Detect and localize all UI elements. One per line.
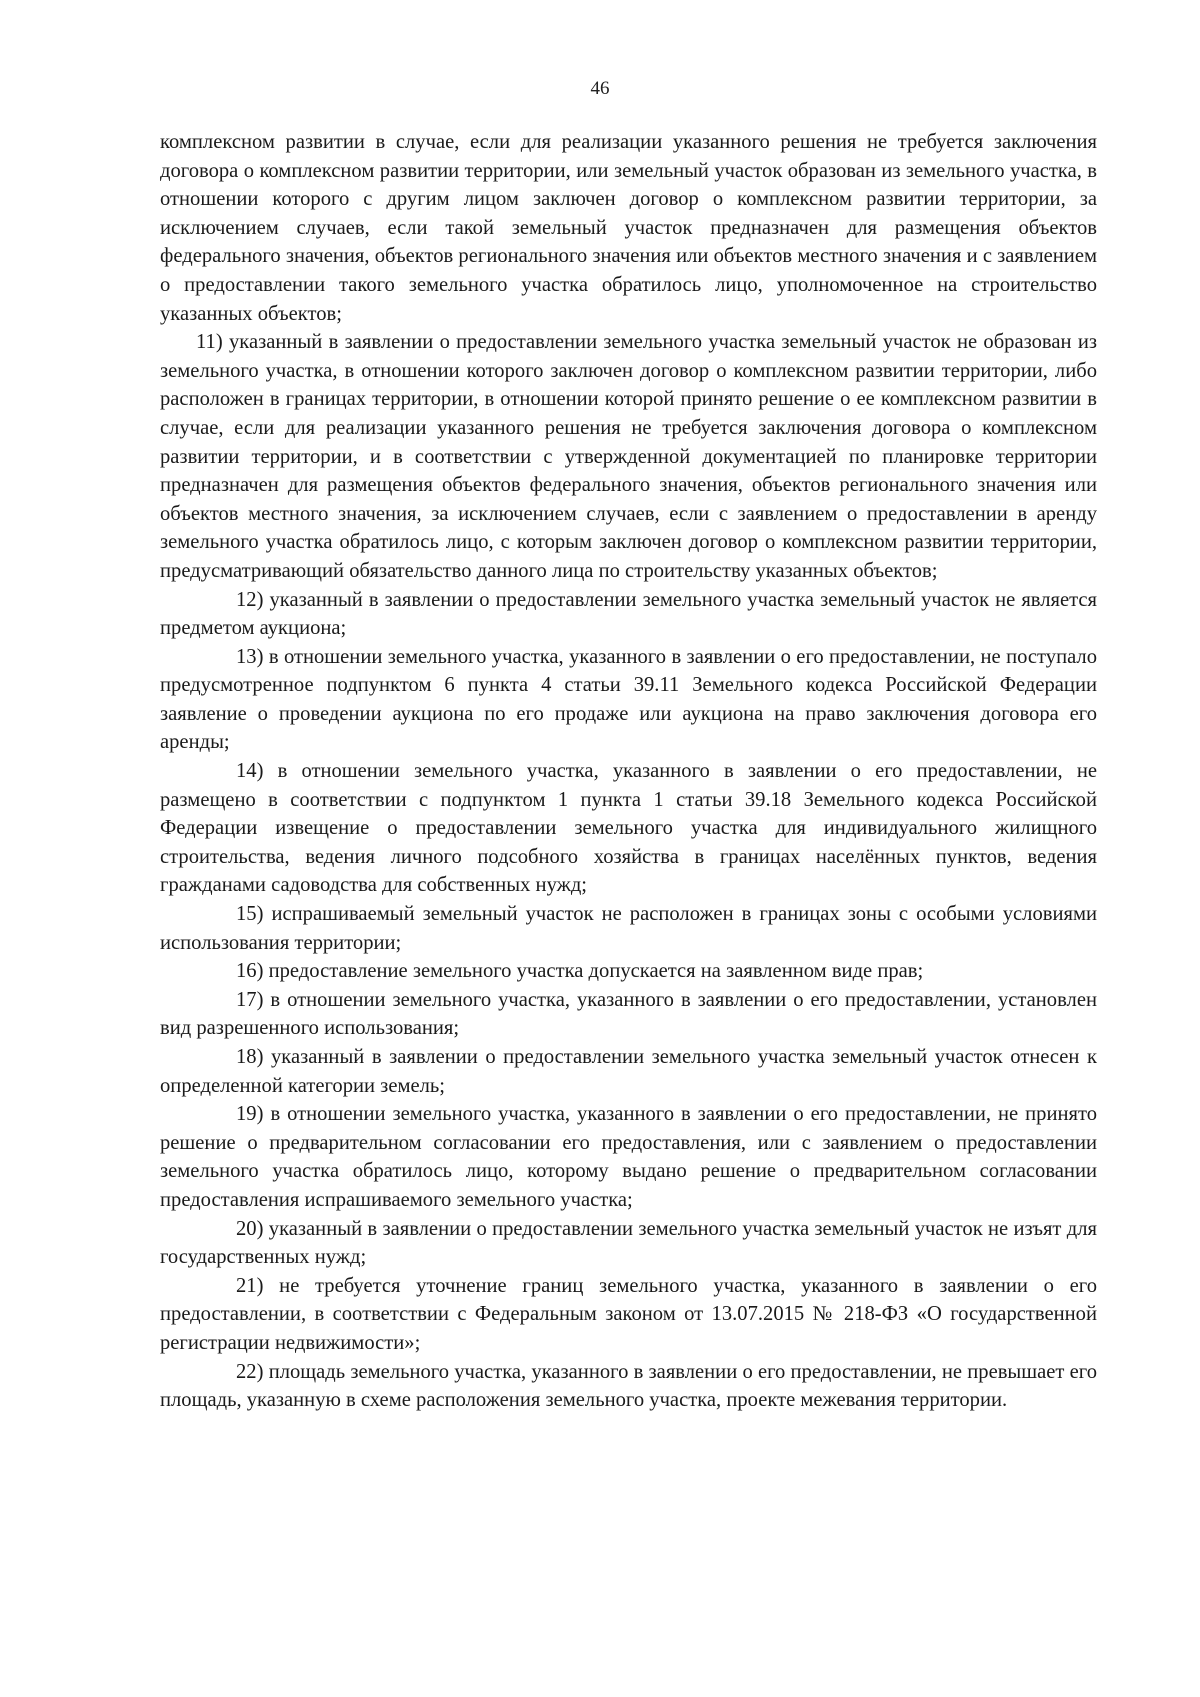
list-item-12 xyxy=(160,586,1097,643)
list-item-13 xyxy=(160,643,1097,757)
item-number: 11) xyxy=(196,331,223,354)
item-text: в отношении земельного участка, указанного в заявлении о его предоставлении, не поступало предусмотренное подпунктом 6 пункта 4 статьи 39.11 Земельного кодекса Российской Федерации заявление о проведении аукциона по его продаже или аукциона на право заключения договора его аренды; xyxy=(160,645,1097,754)
page-number: 46 xyxy=(590,78,610,99)
item-text: указанный в заявлении о предоставлении земельного участка земельный участок отнесен к определенной категории земель; xyxy=(160,1046,1097,1097)
item-number: 17) xyxy=(236,988,264,1011)
item-number: 12) xyxy=(236,588,264,611)
list-item-21 xyxy=(160,1272,1097,1358)
item-text: в отношении земельного участка, указанного в заявлении о его предоставлении, не принято решение о предварительном согласовании его предоставления, или с заявлением о предоставлении земельного участка обратилось лицо, которому выдано решение о предварительном согласовании предоставления испрашиваемого земельного участка; xyxy=(160,1103,1097,1211)
list-item-22 xyxy=(160,1358,1097,1415)
item-number: 16) xyxy=(236,960,264,983)
list-item-16 xyxy=(160,957,1097,986)
list-item-11 xyxy=(160,328,1097,585)
item-number: 20) xyxy=(236,1217,264,1240)
list-item-14 xyxy=(160,757,1097,900)
item-number: 21) xyxy=(236,1274,264,1297)
intro-paragraph: комплексном развитии в случае, если для реализации указанного решения не требуется заключения договора о комплексном развитии территории, или земельный участок образован из земельного участка, в отношении которого с другим лицом заключен договор о комплексном развитии территории, за исключением случаев, если такой земельный участок предназначен для размещения объектов федерального значения, объектов регионального значения или объектов местного значения и с заявлением о предоставлении такого земельного участка обратилось лицо, уполномоченное на строительство указанных объектов; xyxy=(160,131,1097,325)
item-text: предоставление земельного участка допускается на заявленном виде прав; xyxy=(268,960,924,983)
item-number: 14) xyxy=(236,760,264,783)
item-text: указанный в заявлении о предоставлении земельного участка земельный участок не изъят для государственных нужд; xyxy=(160,1217,1097,1269)
list-item-15 xyxy=(160,900,1097,957)
item-number: 13) xyxy=(236,645,264,668)
item-text: испрашиваемый земельный участок не расположен в границах зоны с особыми условиями использования территории; xyxy=(160,903,1098,954)
item-number: 22) xyxy=(236,1360,264,1383)
document-body xyxy=(160,128,1097,1415)
item-text: не требуется уточнение границ земельного участка, указанного в заявлении о его предоставлении, в соответствии с Федеральным законом от 13.07.2015 № 218-ФЗ «О государственной регистрации недвижимости»; xyxy=(160,1274,1097,1354)
item-number: 18) xyxy=(236,1046,264,1068)
item-text: в отношении земельного участка, указанного в заявлении о его предоставлении, не размещено в соответствии с подпунктом 1 пункта 1 статьи 39.18 Земельного кодекса Российской Федерации извещение о предоставлении земельного участка для индивидуального жилищного строительства, ведения личного подсобного хозяйства в границах населённых пунктов, ведения гражданами садоводства для собственных нужд; xyxy=(160,760,1097,897)
item-number: 19) xyxy=(236,1103,264,1126)
list-item-17 xyxy=(160,986,1097,1043)
item-text: указанный в заявлении о предоставлении земельного участка земельный участок не является предметом аукциона; xyxy=(160,588,1097,640)
item-text: указанный в заявлении о предоставлении земельного участка земельный участок не образован из земельного участка, в отношении которого заключен договор о комплексном развитии территории, либо расположен в границах территории, в отношении которой принято решение о ее комплексном развитии в случае, если для реализации указанного решения не требуется заключения договора о комплексном развитии территории, и в соответствии с утвержденной документацией по планировке территории предназначен для размещения объектов федерального значения, объектов регионального значения или объектов местного значения, за исключением случаев, если с заявлением о предоставлении в аренду земельного участка обратилось лицо, с которым заключен договор о комплексном развитии территории, предусматривающий обязательство данного лица по строительству указанных объектов; xyxy=(160,331,1097,582)
item-text: площадь земельного участка, указанного в заявлении о его предоставлении, не превышает его площадь, указанную в схеме расположения земельного участка, проекте межевания территории. xyxy=(160,1360,1098,1412)
item-number: 15) xyxy=(236,903,264,926)
item-text: в отношении земельного участка, указанного в заявлении о его предоставлении, установлен вид разрешенного использования; xyxy=(160,988,1097,1040)
list-item-19 xyxy=(160,1100,1097,1214)
list-item-20 xyxy=(160,1215,1097,1272)
list-item-18 xyxy=(160,1043,1097,1100)
